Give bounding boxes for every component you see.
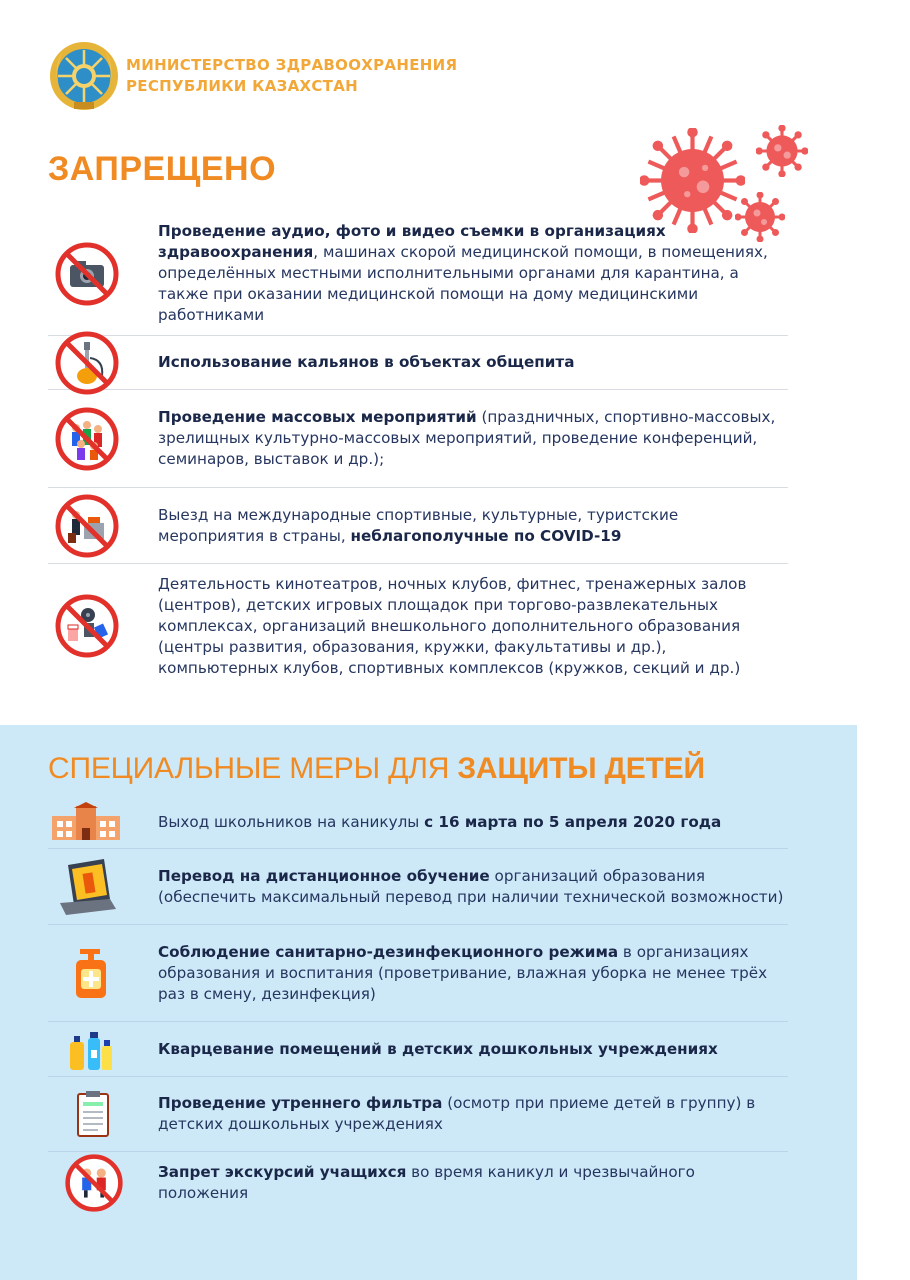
forbidden-list — [48, 212, 788, 688]
kazakhstan-emblem-icon — [48, 40, 120, 112]
forbidden-item-text: Проведение массовых мероприятий (праздничных, спортивно-массовых, зрелищных культурно-массовых мероприятий, проведение конференций, семинаров, выставок и др.); — [158, 408, 776, 468]
forbidden-item-text: Выезд на международные спортивные, культурные, туристские мероприятия в страны, неблагополучные по COVID-19 — [158, 505, 679, 545]
special-item-excursions — [48, 1152, 788, 1214]
ministry-name — [126, 55, 457, 97]
sanitizer-icon — [70, 945, 114, 1001]
forbidden-item-text: Использование кальянов в объектах общепита — [158, 353, 575, 371]
laptop-icon — [58, 859, 118, 915]
forbidden-item-text: Проведение аудио, фото и видео съемки в организациях здравоохранения, машинах скорой медицинской помощи, в помещениях, определённых местными исполнительными органами для карантина, а также при оказании медицинской помощи на дому медицинскими работниками — [158, 222, 768, 324]
school-building-icon — [48, 802, 124, 842]
forbidden-item-text: Деятельность кинотеатров, ночных клубов, фитнес, тренажерных залов (центров), детских игровых площадок при торгово-развлекательных комплексах, организаций внешкольного дополнительного образования (центры развития, образования, кружки, факультативы и др.), компьютерных клубов, спортивных комплексов (кружков, секций и др.) — [158, 574, 747, 677]
special-item-sanitary — [48, 925, 788, 1022]
no-crowd-icon — [54, 406, 120, 472]
no-travel-icon — [54, 493, 120, 559]
special-item-morning-filter — [48, 1077, 788, 1152]
special-item-holidays — [48, 796, 788, 849]
no-excursion-icon — [64, 1153, 124, 1213]
special-item-distance-learning — [48, 849, 788, 925]
no-hookah-icon — [54, 330, 120, 396]
special-item-text: Кварцевание помещений в детских дошкольных учреждениях — [158, 1039, 718, 1058]
forbidden-item-cinemas — [48, 564, 788, 688]
virus-small-top-icon — [756, 125, 808, 177]
no-cinema-icon — [54, 593, 120, 659]
header — [48, 40, 457, 112]
ministry-line-1: МИНИСТЕРСТВО ЗДРАВООХРАНЕНИЯ — [126, 56, 458, 74]
forbidden-title: ЗАПРЕЩЕНО — [48, 150, 277, 188]
special-item-text: Проведение утреннего фильтра (осмотр при приеме детей в группу) в детских дошкольных учреждениях — [158, 1094, 756, 1133]
forbidden-item-travel — [48, 488, 788, 564]
clipboard-icon — [76, 1090, 110, 1138]
forbidden-item-mass-events — [48, 390, 788, 488]
special-measures-list — [48, 796, 788, 1214]
forbidden-item-photo — [48, 212, 788, 336]
special-item-text: Запрет экскурсий учащихся во время каникул и чрезвычайного положения — [158, 1163, 695, 1202]
special-measures-title: СПЕЦИАЛЬНЫЕ МЕРЫ ДЛЯ ЗАЩИТЫ ДЕТЕЙ — [48, 752, 705, 785]
special-item-text: Перевод на дистанционное обучение организаций образования (обеспечить максимальный перевод при наличии технической возможности) — [158, 866, 784, 906]
special-item-text: Выход школьников на каникулы с 16 марта по 5 апреля 2020 года — [158, 812, 722, 831]
forbidden-item-hookah — [48, 336, 788, 390]
special-item-quartz — [48, 1022, 788, 1077]
ministry-line-2: РЕСПУБЛИКИ КАЗАХСТАН — [126, 77, 358, 95]
cleaning-sprays-icon — [66, 1026, 116, 1072]
special-item-text: Соблюдение санитарно-дезинфекционного режима в организациях образования и воспитания (проветривание, влажная уборка не менее трёх раз в смену, дезинфекция) — [158, 942, 768, 1003]
no-camera-icon — [54, 241, 120, 307]
